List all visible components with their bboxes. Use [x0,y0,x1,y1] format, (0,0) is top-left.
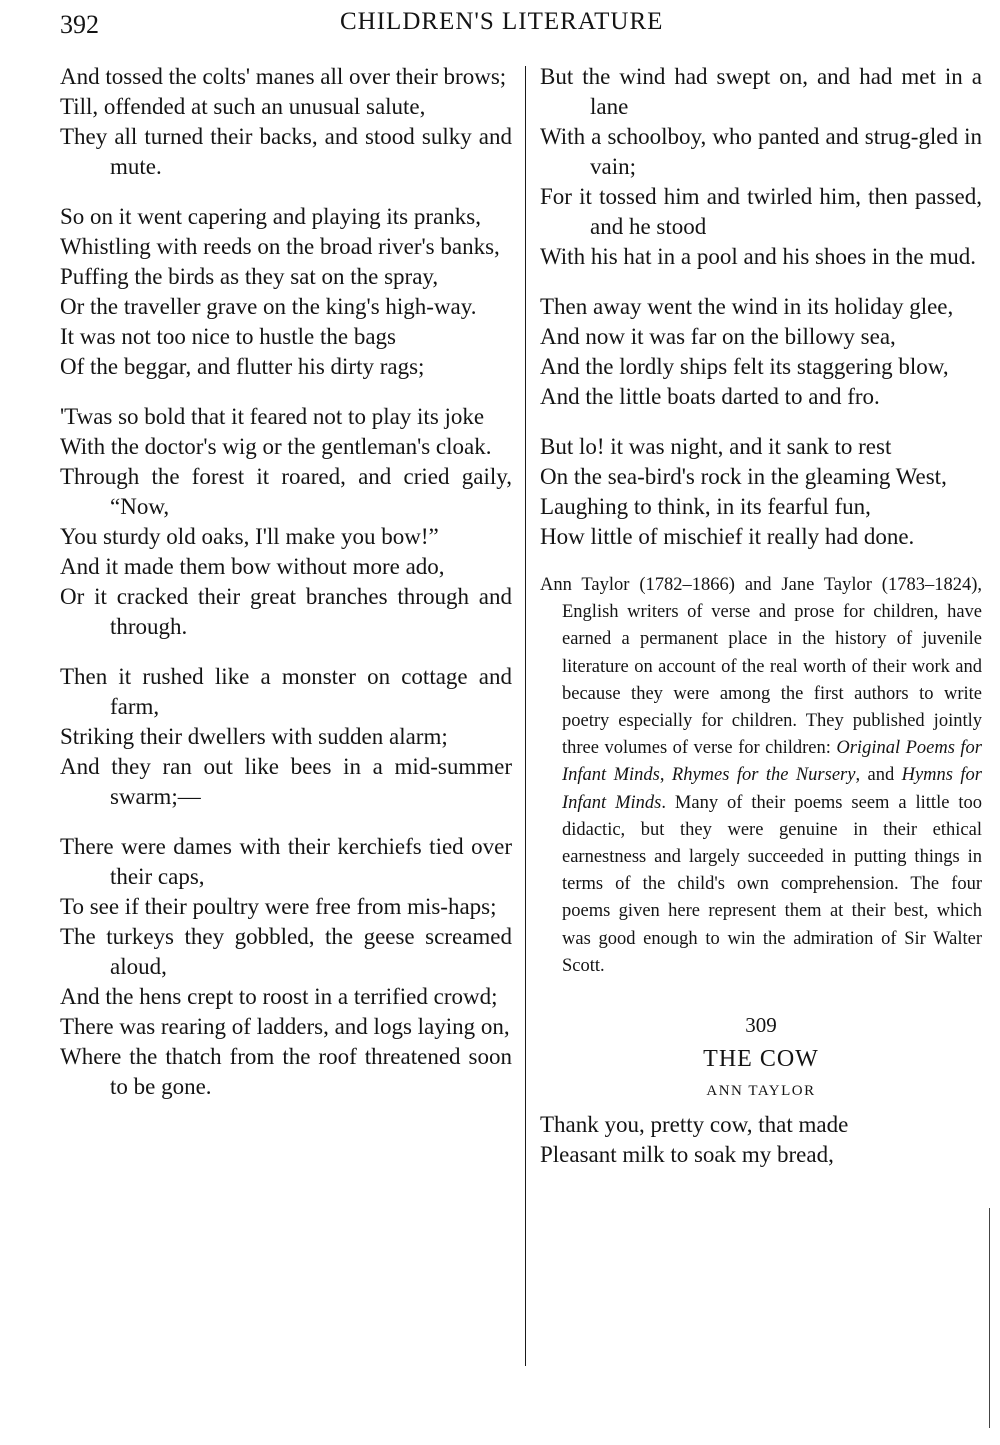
bio-text: Ann Taylor (1782–1866) and Jane Taylor (1783–1824), English writers of verse and prose for children, have earned a permanent place in the history of juvenile literature on account of the real worth of their work and because they were among the first authors to write poetry especially for children. They published jointly three volumes of verse for children: [540,575,982,759]
verse-line: They all turned their backs, and stood sulky and mute. [60,124,512,179]
bio-text: , [659,765,672,786]
verse-line: Then away went the wind in its holiday glee, [540,294,954,319]
verse-line: Or it cracked their great branches through and through. [60,584,512,639]
poem-author: ANN TAYLOR [706,1083,816,1100]
verse-line: You sturdy old oaks, I'll make you bow!” [60,524,439,549]
verse-line: There was rearing of ladders, and logs laying on, [60,1014,510,1039]
author-biography [540,572,982,980]
book-title: Rhymes for the Nursery [671,765,856,786]
verse-line: And it made them bow without more ado, [60,554,445,579]
stanza [540,62,982,272]
verse-line: Of the beggar, and flutter his dirty rags; [60,354,425,379]
stanza [540,292,982,412]
right-column [540,62,982,1190]
verse-line: And tossed the colts' manes all over their brows; [60,64,507,89]
stanza [60,62,512,182]
column-divider [525,66,526,1366]
poem-title: THE COW [703,1046,819,1073]
verse-line: To see if their poultry were free from mis-haps; [60,894,497,919]
stanza [60,202,512,382]
verse-line: With his hat in a pool and his shoes in the mud. [540,244,977,269]
verse-line: There were dames with their kerchiefs tied over their caps, [60,834,512,889]
verse-line: It was not too nice to hustle the bags [60,324,396,349]
verse-line: Till, offended at such an unusual salute, [60,94,426,119]
verse-line: And they ran out like bees in a mid-summer swarm;— [60,754,512,809]
verse-line: How little of mischief it really had done. [540,524,915,549]
verse-line: For it tossed him and twirled him, then passed, and he stood [540,184,982,239]
verse-line: Laughing to think, in its fearful fun, [540,494,871,519]
page-number: 392 [60,10,99,39]
verse-line: And the little boats darted to and fro. [540,384,880,409]
stanza [540,1110,982,1170]
verse-line: On the sea-bird's rock in the gleaming West, [540,464,947,489]
verse-line: Pleasant milk to soak my bread, [540,1142,834,1168]
stanza [540,432,982,552]
verse-line: Thank you, pretty cow, that made [540,1112,849,1138]
verse-line: But the wind had swept on, and had met in a lane [540,64,982,119]
verse-line: 'Twas so bold that it feared not to play its joke [60,404,485,429]
verse-line: The turkeys they gobbled, the geese screamed aloud, [60,924,512,979]
verse-line: Through the forest it roared, and cried gaily, “Now, [60,464,512,519]
book-title: Original Poems for Infant Minds [562,738,982,786]
verse-line: So on it went capering and playing its pranks, [60,204,481,229]
verse-line: Puffing the birds as they sat on the spray, [60,264,439,289]
verse-line: Striking their dwellers with sudden alarm; [60,724,448,749]
left-column [60,62,512,1122]
verse-line: Then it rushed like a monster on cottage and farm, [60,664,512,719]
verse-line: Whistling with reeds on the broad river's banks, [60,234,500,259]
book-title: Hymns for Infant Minds [562,765,982,813]
poem-number: 309 [745,1013,777,1038]
page-edge-line [989,1208,990,1428]
bio-text: . Many of their poems seem a little too didactic, but they were genuine in their ethical earnestness and largely succeeded in putting things in terms of the child's own comprehension. The four poems given here represent them at their best, which was good enough to win the admiration of Sir Walter Scott. [562,792,982,976]
verse-line: And the lordly ships felt its staggering blow, [540,354,949,379]
verse-line: And the hens crept to roost in a terrified crowd; [60,984,498,1009]
verse-line: Or the traveller grave on the king's high-way. [60,294,477,319]
page-header [60,4,990,44]
stanza [60,662,512,812]
running-title: CHILDREN'S LITERATURE [340,8,664,35]
verse-line: But lo! it was night, and it sank to rest [540,434,892,459]
verse-line: And now it was far on the billowy sea, [540,324,896,349]
verse-line: Where the thatch from the roof threatened soon to be gone. [60,1044,512,1099]
stanza [60,402,512,642]
bio-text: , and [855,765,902,786]
verse-line: With a schoolboy, who panted and strug-gled in vain; [540,124,982,179]
stanza [60,832,512,1102]
verse-line: With the doctor's wig or the gentleman's cloak. [60,434,492,459]
poem-header [540,1010,982,1106]
